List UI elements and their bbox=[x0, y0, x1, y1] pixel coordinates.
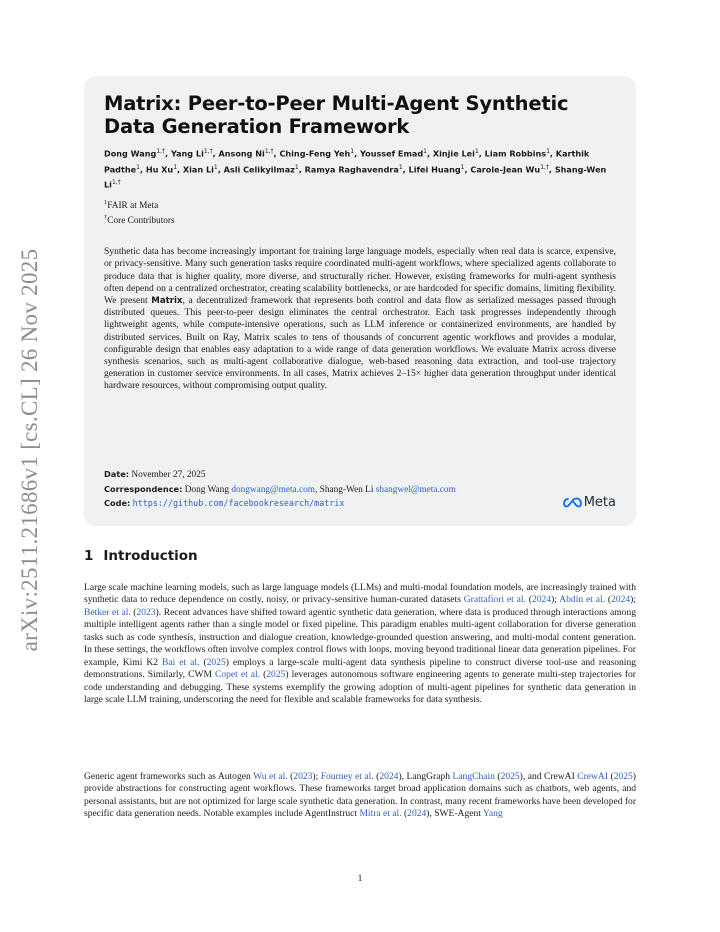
citation-link[interactable]: 2024 bbox=[407, 808, 427, 820]
author-name: Xian Li bbox=[182, 164, 214, 175]
intro-paragraph-2 bbox=[84, 771, 636, 821]
paragraph-text: Generic agent frameworks such as Autogen bbox=[84, 771, 254, 782]
paragraph-text: ( bbox=[199, 656, 207, 668]
page-number: 1 bbox=[357, 874, 363, 884]
author-affiliation-mark: 1 bbox=[136, 163, 140, 171]
author-affiliation-mark: 1 bbox=[294, 163, 299, 171]
paragraph-text: ( bbox=[605, 594, 612, 606]
paragraph-text: ( bbox=[401, 808, 408, 820]
paragraph-text: ); bbox=[551, 594, 560, 606]
abstract-text-end: , a decentralized framework that represents both control and data flow as serialized messages passed through distributed queues. This peer-to-peer design eliminates the central orchestrator. Each task progresses independently through lightweight agents, while compute-intensive operations, such as LLM inference or containerized environments, are handled by distributed services. Built on Ray, Matrix scales to tens of thousands of concurrent agentic workflows and provides a modular, configurable design that enables easy adaptation to a wide range of data generation workflows. We evaluate Matrix across diverse synthesis scenarios, such as multi-agent collaborative dialogue, web-based reasoning data extraction, and tool-use trajectory generation in customer service environments. In all cases, Matrix achieves 2–15× higher data generation throughput under identical hardware resources, without compromising output quality. bbox=[104, 295, 616, 392]
paper-header-card bbox=[84, 76, 636, 526]
paragraph-text: ) provide abstractions for constructing agent workflows. These frameworks target broad application domains such as chatbots, web agents, and personal assistants, but are not optimized for large scale synthetic data generation. In contrast, many recent frameworks have been developed for specific data generation needs. Notable examples include AgentInstruct bbox=[84, 771, 637, 820]
citation-link[interactable]: 2023 bbox=[136, 606, 156, 618]
paragraph-text: ), SWE-Agent bbox=[426, 808, 483, 820]
author-name: Carole-Jean Wu bbox=[470, 164, 541, 175]
paragraph-text: ( bbox=[260, 669, 267, 681]
citation-link[interactable]: LangChain bbox=[452, 771, 495, 782]
meta-logo bbox=[563, 495, 616, 510]
section-title: Introduction bbox=[103, 548, 198, 564]
affiliation-text: FAIR at Meta bbox=[107, 201, 159, 212]
correspondence-label: Correspondence: bbox=[104, 483, 183, 494]
paragraph-text: ) leverages autonomous software engineering agents to generate multi-step trajectories for code understanding and debugging. These systems exemplify the growing adoption of multi-agent pipelines for synthetic data generation in large scale LLM training, underscoring the need for flexible and scalable frameworks for data synthesis. bbox=[84, 669, 636, 706]
citation-link[interactable]: 2025 bbox=[500, 771, 520, 782]
affiliation-line bbox=[104, 197, 616, 212]
correspondence-name-2: Shang-Wen Li bbox=[319, 484, 374, 495]
author-name: Ramya Raghavendra bbox=[304, 164, 399, 175]
author-list: Dong Wang$^{1,\dagger}$, Yang $Li^{1,\dagger}$, Ansong $Ni^{1,\dagger}$, Ching-Feng Yeh$^1$, Youssef Emad$^1$, Xinjie Lei$^1$, Liam Robbins$^1$, Karthik Padthe$^1$, Hu Xu$^1$, Xian Li$^1$, Asli Celikyilmaz$^1$, Ramya Raghavendra$^1$, Lifei Huang$^1$, Carole-Jean $Wu^{1,\dagger}$, Shang-Wen $Li^{1,\dagger}$ bbox=[104, 148, 607, 191]
citation-link[interactable]: Bai et al. bbox=[162, 656, 200, 668]
citation-link[interactable]: 2025 bbox=[266, 669, 286, 681]
citation-link[interactable]: 2024 bbox=[379, 771, 399, 782]
author-name: Shang-Wen Li bbox=[104, 164, 607, 191]
abstract bbox=[104, 246, 616, 392]
paragraph-text: ) employs a large-scale multi-agent data synthesis pipeline to construct diverse tool-use and reasoning demonstrations. Similarly, CWM bbox=[84, 656, 637, 681]
author-affiliation-mark: 1 bbox=[350, 148, 355, 155]
affiliation-text: Core Contributors bbox=[107, 216, 175, 227]
citation-link[interactable]: 2024 bbox=[611, 594, 631, 606]
citation-link[interactable]: CrewAI bbox=[577, 771, 609, 782]
abstract-text-start: Synthetic data has become increasingly important for training large language models, especially when real data is scarce, expensive, or privacy-sensitive. Many such generation tasks require coordinated multi-agent workflows, where specialized agents collaborate to produce data that is higher quality, more diverse, and structurally richer. However, existing frameworks for multi-agent synthesis often depend on a centralized orchestrator, creating scalability bottlenecks, or are hardcoded for specific domains, limiting flexibility. We present bbox=[104, 246, 616, 307]
code-label: Code: bbox=[104, 498, 131, 508]
citation-link[interactable]: 2025 bbox=[613, 771, 633, 782]
paper-metadata bbox=[104, 468, 616, 512]
author-affiliation-mark: 1,† bbox=[203, 148, 213, 155]
affiliations bbox=[104, 197, 616, 227]
citation-link[interactable]: Fourney et al. bbox=[320, 771, 374, 782]
intro-paragraph-1 bbox=[84, 582, 636, 707]
correspondence-line bbox=[104, 483, 616, 498]
paragraph-text: ( bbox=[373, 771, 380, 782]
author-name: Xinjie Lei bbox=[432, 148, 475, 159]
correspondence-separator: , bbox=[315, 484, 320, 495]
citation-link[interactable]: Abdin et al. bbox=[559, 594, 606, 606]
author-name: Asli Celikyilmaz bbox=[223, 164, 295, 175]
correspondence-email-1[interactable]: dongwang@meta.com bbox=[231, 484, 316, 495]
paragraph-text: Large scale machine learning models, such as large language models (LLMs) and multi-modal foundation models, are increasingly trained with synthetic data to reduce dependence on costly, noisy, or privacy-sensitive human-curated datasets bbox=[84, 582, 636, 606]
paper-title: Matrix: Peer-to-Peer Multi-Agent Synthetic Data Generation Framework bbox=[104, 92, 569, 138]
author-affiliation-mark: 1,† bbox=[156, 148, 166, 155]
code-repository-link[interactable]: https://github.com/facebookresearch/matrix bbox=[132, 498, 345, 508]
citation-link[interactable]: Yang bbox=[482, 808, 503, 820]
date-label: Date: bbox=[104, 469, 130, 479]
citation-link[interactable]: 2024 bbox=[532, 594, 552, 606]
author-name: Yang Li bbox=[170, 148, 204, 159]
author-affiliation-mark: 1,† bbox=[111, 179, 121, 187]
author-affiliation-mark: 1 bbox=[460, 163, 465, 171]
author-affiliation-mark: 1,† bbox=[540, 163, 549, 171]
author-affiliation-mark: 1 bbox=[474, 148, 479, 155]
citation-link[interactable]: Mitra et al. bbox=[359, 808, 402, 820]
arxiv-stamp-text: arXiv:2511.21686v1 [cs.CL] 26 Nov 2025 bbox=[17, 248, 42, 652]
correspondence-email-2[interactable]: shangwel@meta.com bbox=[375, 484, 456, 495]
author-affiliation-mark: 1 bbox=[213, 163, 218, 171]
meta-infinity-icon bbox=[563, 497, 582, 508]
citation-link[interactable]: Copet et al. bbox=[215, 669, 261, 681]
date-line bbox=[104, 468, 616, 483]
author-name: Liam Robbins bbox=[484, 148, 547, 159]
paragraph-text: ( bbox=[608, 771, 614, 782]
citation-link[interactable]: Wu et al. bbox=[253, 771, 288, 782]
paragraph-text: ); bbox=[630, 594, 636, 606]
paragraph-text: ( bbox=[130, 606, 137, 618]
citation-link[interactable]: Grattafiori et al. bbox=[463, 594, 526, 606]
author-name: Karthik Padthe bbox=[104, 148, 590, 175]
section-heading-introduction bbox=[84, 548, 198, 564]
author-affiliation-mark: 1,† bbox=[264, 148, 274, 155]
paragraph-text: ), LangGraph bbox=[398, 771, 453, 782]
paragraph-text: ( bbox=[525, 594, 532, 606]
paragraph-text: ). Recent advances have shifted toward agentic synthetic data generation, where data is produced through interactions among multiple intelligent agents rather than a single model or fixed pipeline. This paradigm enables multi-agent collaboration for diverse generation tasks such as code synthesis, instruction and dialogue creation, knowledge-grounded question answering, and multi-modal content generation. In these settings, the workflows often involve complex control flows with loops, moving beyond traditional linear data generation pipelines. For example, Kimi K2 bbox=[84, 606, 637, 668]
affiliation-mark: 1 bbox=[104, 199, 108, 207]
code-line bbox=[104, 497, 616, 512]
abstract-framework-name: Matrix bbox=[151, 296, 183, 307]
paragraph-text: ( bbox=[494, 771, 501, 782]
author-name: Lifei Huang bbox=[408, 164, 461, 175]
paragraph-text: ), and CrewAI bbox=[519, 771, 578, 782]
citation-link[interactable]: 2025 bbox=[206, 656, 226, 668]
section-number: 1 bbox=[84, 548, 94, 564]
author-name: Ansong Ni bbox=[218, 148, 265, 159]
date-value: November 27, 2025 bbox=[131, 470, 206, 480]
author-name: Youssef Emad bbox=[360, 148, 424, 159]
author-name: Ching-Feng Yeh bbox=[279, 148, 351, 159]
affiliation-line bbox=[104, 212, 616, 227]
author-name: Hu Xu bbox=[145, 164, 174, 175]
citation-link[interactable]: Betker et al. bbox=[84, 606, 131, 618]
author-affiliation-mark: 1 bbox=[546, 148, 550, 155]
author-affiliation-mark: 1 bbox=[423, 148, 427, 155]
author-name: Dong Wang bbox=[104, 148, 157, 159]
paragraph-text: ( bbox=[287, 771, 294, 782]
author-affiliation-mark: 1 bbox=[173, 163, 178, 171]
correspondence-name-1: Dong Wang bbox=[184, 484, 229, 495]
paragraph-text: ); bbox=[312, 771, 321, 782]
meta-logo-text: Meta bbox=[583, 495, 616, 510]
citation-link[interactable]: 2023 bbox=[293, 771, 313, 782]
affiliation-mark: † bbox=[104, 214, 108, 222]
author-affiliation-mark: 1 bbox=[398, 163, 403, 171]
